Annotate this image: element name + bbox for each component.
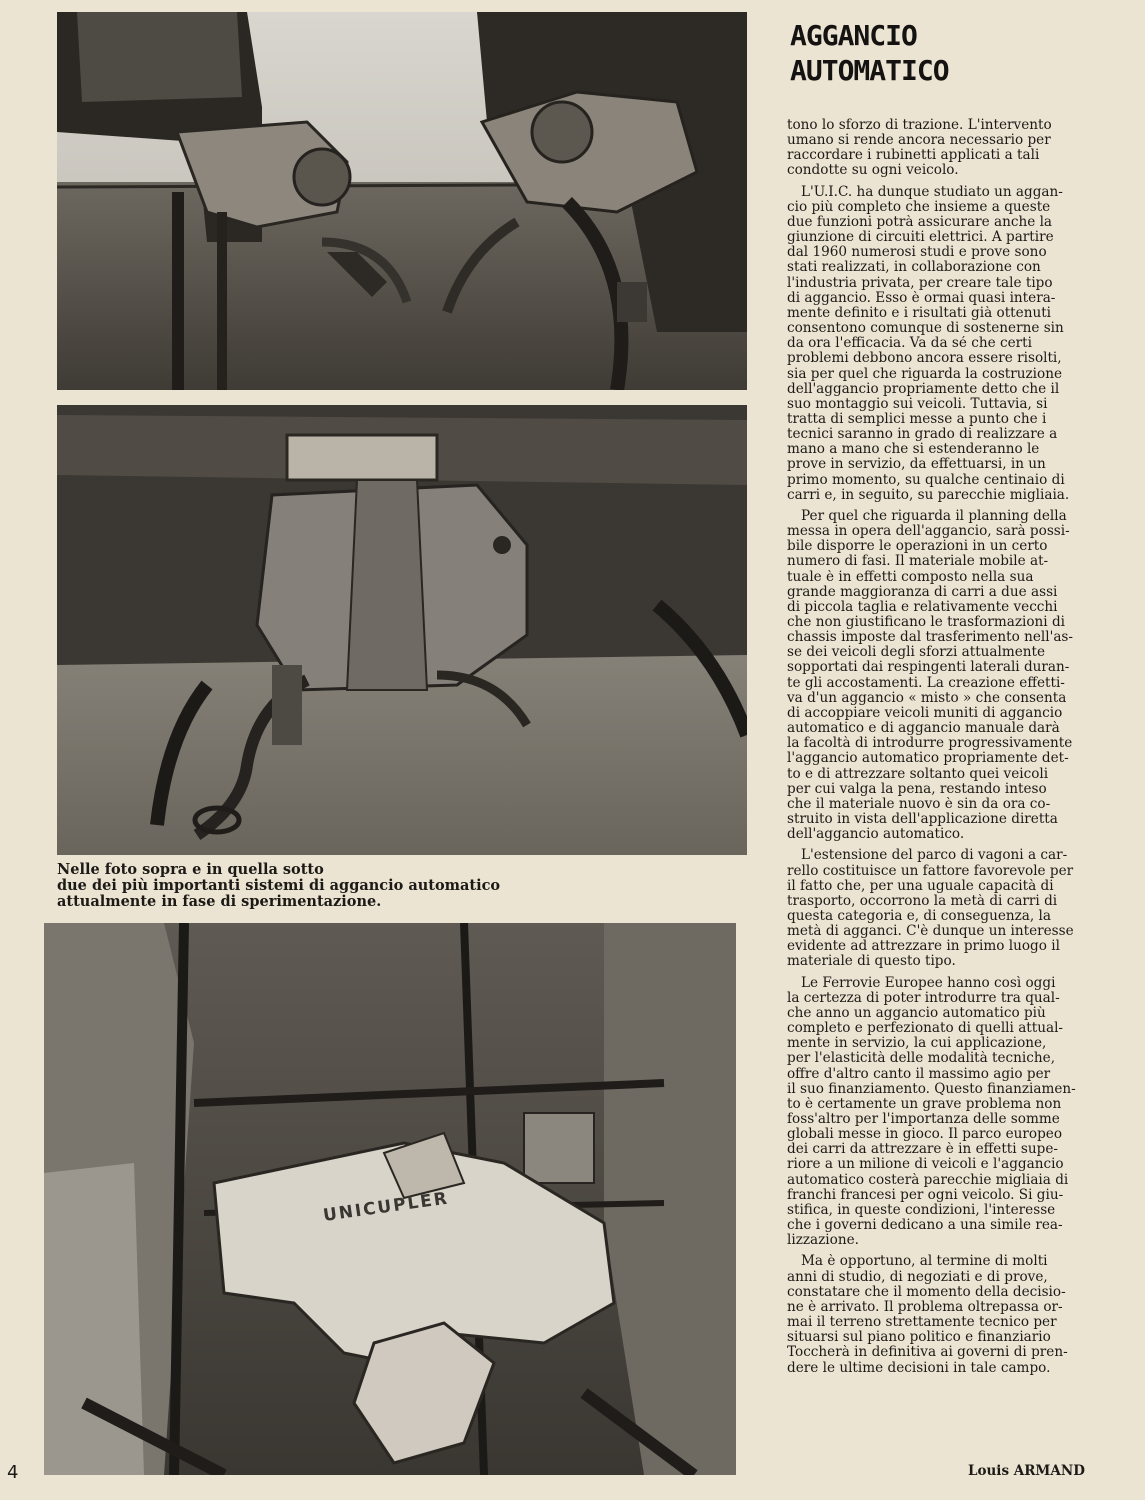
article-line: riore a un milione di veicoli e l'aggancio <box>787 1157 1064 1173</box>
title-line: AUTOMATICO <box>790 54 949 87</box>
article-line: Toccherà in definitiva ai governi di pren- <box>787 1345 1068 1361</box>
article-line: to e di attrezzare soltanto quei veicoli <box>787 766 1049 782</box>
article-line: mente in servizio, la cui applicazione, <box>787 1036 1047 1052</box>
article-line: dell'aggancio automatico. <box>787 827 965 843</box>
article-line: struito in vista dell'applicazione diretta <box>787 812 1058 828</box>
caption-line: due dei più importanti sistemi di aggancio automatico <box>57 877 501 894</box>
article-line: consentono comunque di sostenerne sin <box>787 321 1064 337</box>
caption-line: attualmente in fase di sperimentazione. <box>57 893 382 910</box>
article-line: franchi francesi per ogni veicolo. Si giu- <box>787 1187 1064 1203</box>
article-line: offre d'altro canto il massimo agio per <box>787 1066 1051 1082</box>
article-line: che non giustificano le trasformazioni di <box>787 615 1066 630</box>
article-line: dell'aggancio propriamente detto che il <box>787 381 1060 397</box>
article-line: rello costituisce un fattore favorevole per <box>787 863 1074 879</box>
article-line: questa categoria e, di conseguenza, la <box>787 908 1051 924</box>
article-paragraph <box>787 848 1094 969</box>
article-line: sopportati dai respingenti laterali duran- <box>787 660 1070 676</box>
article-author: Louis ARMAND <box>968 1463 1085 1479</box>
article-line: anni di studio, di negoziati e di prove, <box>787 1269 1048 1285</box>
article-line: la facoltà di introdurre progressivamente <box>787 736 1073 752</box>
article-line: mano a mano che si estenderanno le <box>787 442 1040 458</box>
article-paragraph <box>787 118 1094 179</box>
article-line: materiale di questo tipo. <box>787 954 956 970</box>
photo-coupler-middle <box>57 405 747 855</box>
article-line: di piccola taglia e relativamente vecchi <box>787 599 1058 615</box>
article-line: automatico e di aggancio manuale darà <box>787 721 1060 737</box>
article-line: bile disporre le operazioni in un certo <box>787 539 1048 555</box>
article-line: foss'altro per l'importanza delle somme <box>787 1112 1060 1127</box>
article-line: la certezza di poter introdurre tra qual- <box>787 990 1060 1006</box>
article-line: automatico costerà parecchie migliaia di <box>787 1172 1069 1188</box>
article-line: che il materiale nuovo è sin da ora co- <box>787 796 1051 812</box>
article-line: dere le ultime decisioni in tale campo. <box>787 1360 1051 1376</box>
article-line: ne è arrivato. Il problema oltrepassa or- <box>787 1299 1063 1315</box>
article-line: constatare che il momento della decisio- <box>787 1284 1066 1300</box>
article-line: per cui valga la pena, restando inteso <box>787 781 1047 797</box>
article-line: mente definito e i risultati già ottenuti <box>787 305 1052 321</box>
article-line: condotte su ogni veicolo. <box>787 163 959 179</box>
article-line: globali messe in gioco. Il parco europeo <box>787 1127 1063 1143</box>
article-line: da ora l'efficacia. Va da sé che certi <box>787 336 1032 352</box>
article-line: umano si rende ancora necessario per <box>787 133 1051 149</box>
article-line: suo montaggio sui veicoli. Tuttavia, si <box>787 396 1048 412</box>
photo-coupler-top <box>57 12 747 390</box>
article-line: l'aggancio automatico propriamente det- <box>787 751 1069 767</box>
article-line: metà di agganci. C'è dunque un interesse <box>787 924 1074 940</box>
article-line: situarsi sul piano politico e finanziario <box>787 1330 1051 1346</box>
article-line: va d'un aggancio « misto » che consenta <box>787 690 1067 706</box>
article-paragraph <box>787 1254 1094 1375</box>
article-line: raccordare i rubinetti applicati a tali <box>787 148 1040 164</box>
article-line: primo momento, su qualche centinaio di <box>787 472 1065 488</box>
article-line: chassis imposte dal trasferimento nell'as- <box>787 630 1073 646</box>
article-line: giunzione di circuiti elettrici. A partire <box>787 230 1054 246</box>
photo-unicupler <box>44 923 736 1475</box>
article-line: Per quel che riguarda il planning della <box>801 508 1067 524</box>
page-number: 4 <box>7 1462 19 1483</box>
article-line: carri e, in seguito, su parecchie migliaia. <box>787 487 1070 503</box>
article-line: due funzioni potrà assicurare anche la <box>787 214 1053 230</box>
article-paragraph <box>787 509 1094 842</box>
article-line: messa in opera dell'aggancio, sarà possi- <box>787 524 1070 540</box>
article-line: te gli accostamenti. La creazione effetti- <box>787 675 1065 691</box>
article-line: numero di fasi. Il materiale mobile at- <box>787 554 1049 570</box>
article-line: L'U.I.C. ha dunque studiato un aggan- <box>801 184 1063 200</box>
article-line: to è certamente un grave problema non <box>787 1096 1062 1112</box>
article-title <box>790 18 949 88</box>
caption-line: Nelle foto sopra e in quella sotto <box>57 861 324 878</box>
article-line: tratta di semplici messe a punto che i <box>787 411 1047 427</box>
article-line: tono lo sforzo di trazione. L'intervento <box>787 118 1052 133</box>
article-line: tecnici saranno in grado di realizzare a <box>787 427 1058 443</box>
photo-caption <box>57 862 737 910</box>
article-line: il fatto che, per una uguale capacità di <box>787 878 1054 894</box>
article-line: prove in servizio, da effettuarsi, in un <box>787 457 1046 473</box>
article-line: di accoppiare veicoli muniti di aggancio <box>787 705 1063 721</box>
article-line: dei carri da attrezzare è in effetti supe- <box>787 1142 1058 1158</box>
article-line: stati realizzati, in collaborazione con <box>787 260 1041 276</box>
article-line: Le Ferrovie Europee hanno così oggi <box>801 975 1056 991</box>
article-line: per l'elasticità delle modalità tecniche, <box>787 1051 1056 1067</box>
article-line: l'industria privata, per creare tale tipo <box>787 275 1053 291</box>
article-line: stifica, in queste condizioni, l'interesse <box>787 1202 1056 1218</box>
article-paragraph <box>787 185 1094 503</box>
article-line: che i governi dedicano a una simile rea- <box>787 1218 1063 1234</box>
article-line: trasporto, occorrono la metà di carri di <box>787 893 1058 909</box>
article-line: completo e perfezionato di quelli attual- <box>787 1021 1064 1037</box>
article-line: L'estensione del parco di vagoni a car- <box>801 848 1068 864</box>
article-line: sia per quel che riguarda la costruzione <box>787 366 1063 382</box>
article-line: Ma è opportuno, al termine di molti <box>801 1254 1048 1270</box>
article-line: mai il terreno strettamente tecnico per <box>787 1315 1057 1331</box>
article-line: evidente ad attrezzare in primo luogo il <box>787 939 1060 955</box>
article-paragraph <box>787 976 1094 1249</box>
article-body <box>787 118 1094 1382</box>
unicupler-label: UNICUPLER <box>321 1188 451 1226</box>
article-line: il suo finanziamento. Questo finanziamen- <box>787 1081 1076 1097</box>
article-line: problemi debbono ancora essere risolti, <box>787 351 1062 367</box>
article-line: se dei veicoli degli sforzi attualmente <box>787 645 1046 661</box>
article-line: cio più completo che insieme a queste <box>787 199 1051 215</box>
article-line: di aggancio. Esso è ormai quasi intera- <box>787 290 1056 306</box>
article-line: grande maggioranza di carri a due assi <box>787 584 1058 600</box>
article-line: che anno un aggancio automatico più <box>787 1005 1046 1021</box>
title-line: AGGANCIO <box>790 19 917 52</box>
article-line: lizzazione. <box>787 1233 859 1249</box>
article-line: tuale è in effetti composto nella sua <box>787 569 1034 585</box>
article-line: dal 1960 numerosi studi e prove sono <box>787 245 1047 261</box>
